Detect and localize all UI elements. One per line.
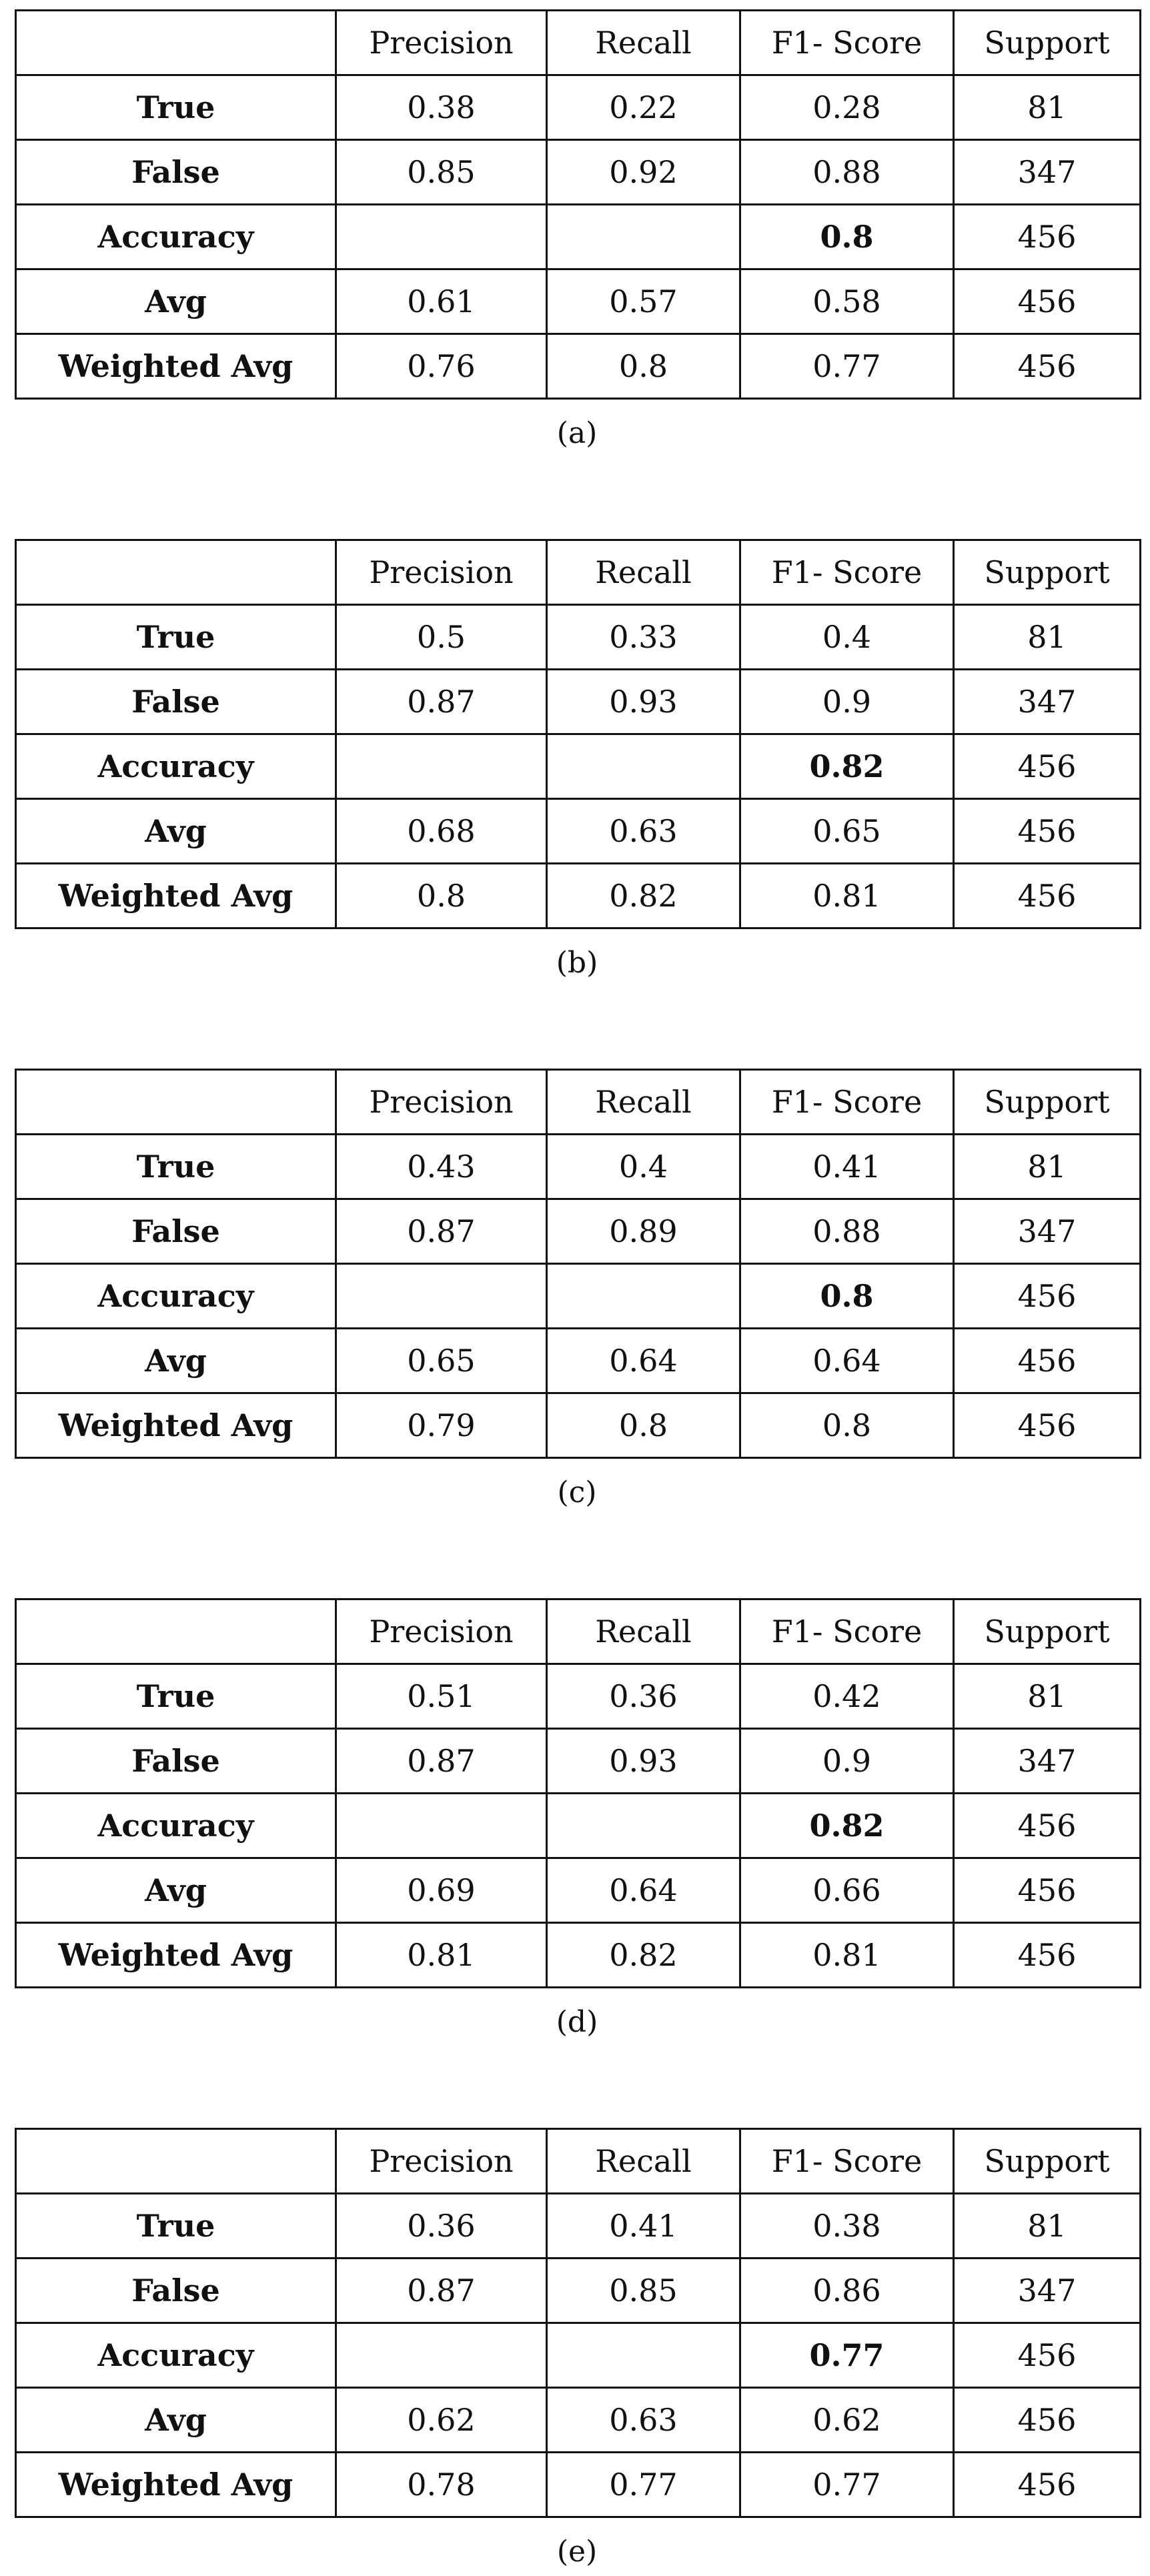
table-cell: 0.86 (740, 2259, 954, 2323)
table-row (16, 2194, 1141, 2259)
row-label: Weighted Avg (16, 864, 336, 928)
table-cell: 456 (954, 1393, 1141, 1458)
table-cell: 0.76 (336, 334, 547, 399)
metrics-table-block-c (15, 1069, 1139, 1509)
row-label: Avg (16, 2388, 336, 2453)
table-cell: 0.68 (336, 799, 547, 864)
table-row (16, 1923, 1141, 1988)
table-cell: 0.87 (336, 2259, 547, 2323)
table-cell: 0.38 (336, 75, 547, 140)
row-label: False (16, 1199, 336, 1264)
table-cell: 456 (954, 2453, 1141, 2517)
table-cell: 0.8 (547, 1393, 740, 1458)
table-cell: 456 (954, 799, 1141, 864)
table-cell: 0.81 (740, 1923, 954, 1988)
table-cell: 0.9 (740, 1729, 954, 1794)
column-header: F1- Score (740, 540, 954, 605)
table-cell: 456 (954, 1858, 1141, 1923)
row-label: False (16, 140, 336, 205)
row-label: Weighted Avg (16, 1393, 336, 1458)
column-header (16, 1599, 336, 1664)
table-cell: 0.81 (740, 864, 954, 928)
table-row (16, 670, 1141, 734)
table-cell: 0.5 (336, 605, 547, 670)
column-header: Precision (336, 540, 547, 605)
table-cell: 0.63 (547, 799, 740, 864)
table-cell: 0.22 (547, 75, 740, 140)
table-cell: 0.78 (336, 2453, 547, 2517)
table-cell: 0.93 (547, 1729, 740, 1794)
table-cell: 0.65 (740, 799, 954, 864)
table-row (16, 2388, 1141, 2453)
table-cell: 81 (954, 605, 1141, 670)
table-row (16, 140, 1141, 205)
row-label: Weighted Avg (16, 2453, 336, 2517)
row-label: Weighted Avg (16, 1923, 336, 1988)
table-cell: 0.28 (740, 75, 954, 140)
table-cell: 0.82 (740, 734, 954, 799)
row-label: Avg (16, 799, 336, 864)
table-row (16, 734, 1141, 799)
table-row (16, 2323, 1141, 2388)
table-cell: 0.33 (547, 605, 740, 670)
table-header-row (16, 1599, 1141, 1664)
table-cell: 0.63 (547, 2388, 740, 2453)
table-cell (336, 2323, 547, 2388)
table-cell: 0.8 (740, 1393, 954, 1458)
metrics-table (15, 2128, 1141, 2518)
column-header (16, 11, 336, 75)
row-label: Weighted Avg (16, 334, 336, 399)
column-header: F1- Score (740, 1599, 954, 1664)
table-row (16, 1729, 1141, 1794)
row-label: Accuracy (16, 1264, 336, 1329)
row-label: False (16, 2259, 336, 2323)
table-row (16, 75, 1141, 140)
table-header-row (16, 2129, 1141, 2194)
row-label: True (16, 75, 336, 140)
metrics-table-block-a (15, 9, 1139, 450)
table-row (16, 1858, 1141, 1923)
table-header-row (16, 11, 1141, 75)
metrics-table-block-b (15, 539, 1139, 980)
table-row (16, 1329, 1141, 1393)
column-header: Support (954, 2129, 1141, 2194)
column-header (16, 1070, 336, 1135)
metrics-table-block-e (15, 2128, 1139, 2569)
table-caption: (e) (556, 2535, 598, 2569)
table-cell: 81 (954, 75, 1141, 140)
table-cell: 81 (954, 2194, 1141, 2259)
row-label: Accuracy (16, 1794, 336, 1858)
table-cell: 456 (954, 2388, 1141, 2453)
table-cell: 0.64 (547, 1858, 740, 1923)
table-header-row (16, 1070, 1141, 1135)
column-header: Support (954, 11, 1141, 75)
table-cell: 0.66 (740, 1858, 954, 1923)
row-label: Accuracy (16, 205, 336, 269)
table-row (16, 269, 1141, 334)
table-cell (547, 205, 740, 269)
table-cell: 0.36 (336, 2194, 547, 2259)
table-cell (547, 2323, 740, 2388)
table-cell: 0.38 (740, 2194, 954, 2259)
table-row (16, 2453, 1141, 2517)
table-cell: 0.82 (547, 1923, 740, 1988)
column-header: Precision (336, 1599, 547, 1664)
table-cell: 0.64 (740, 1329, 954, 1393)
table-cell: 347 (954, 140, 1141, 205)
column-header: Recall (547, 2129, 740, 2194)
row-label: Accuracy (16, 734, 336, 799)
column-header: Precision (336, 1070, 547, 1135)
column-header: Precision (336, 2129, 547, 2194)
table-row (16, 1393, 1141, 1458)
table-cell: 456 (954, 205, 1141, 269)
table-cell: 81 (954, 1135, 1141, 1199)
table-cell: 0.88 (740, 1199, 954, 1264)
table-cell: 0.79 (336, 1393, 547, 1458)
table-cell: 0.77 (547, 2453, 740, 2517)
table-cell: 0.88 (740, 140, 954, 205)
table-cell: 0.62 (336, 2388, 547, 2453)
table-row (16, 1794, 1141, 1858)
table-cell: 0.85 (336, 140, 547, 205)
column-header (16, 540, 336, 605)
table-row (16, 864, 1141, 928)
table-cell: 456 (954, 1264, 1141, 1329)
table-row (16, 2259, 1141, 2323)
table-cell: 456 (954, 334, 1141, 399)
table-caption: (d) (556, 2005, 598, 2039)
table-cell (336, 1264, 547, 1329)
column-header: F1- Score (740, 2129, 954, 2194)
metrics-table (15, 539, 1141, 929)
table-cell: 0.82 (740, 1794, 954, 1858)
column-header: Support (954, 1599, 1141, 1664)
row-label: Accuracy (16, 2323, 336, 2388)
table-cell: 0.77 (740, 334, 954, 399)
metrics-table-block-d (15, 1598, 1139, 2039)
table-cell: 347 (954, 2259, 1141, 2323)
table-cell: 0.82 (547, 864, 740, 928)
row-label: Avg (16, 1329, 336, 1393)
column-header: Support (954, 1070, 1141, 1135)
row-label: True (16, 1664, 336, 1729)
table-cell: 0.36 (547, 1664, 740, 1729)
table-cell: 0.57 (547, 269, 740, 334)
column-header: F1- Score (740, 11, 954, 75)
metrics-table (15, 1598, 1141, 1988)
table-row (16, 1199, 1141, 1264)
column-header (16, 2129, 336, 2194)
table-caption: (c) (557, 1475, 597, 1509)
column-header: Precision (336, 11, 547, 75)
table-cell (336, 1794, 547, 1858)
table-cell: 0.42 (740, 1664, 954, 1729)
row-label: True (16, 2194, 336, 2259)
table-cell: 456 (954, 269, 1141, 334)
table-cell: 456 (954, 1329, 1141, 1393)
table-cell (336, 205, 547, 269)
table-caption: (b) (556, 946, 598, 980)
table-cell: 0.8 (740, 205, 954, 269)
row-label: True (16, 605, 336, 670)
table-cell: 0.41 (547, 2194, 740, 2259)
table-cell: 347 (954, 670, 1141, 734)
table-cell: 0.4 (547, 1135, 740, 1199)
table-row (16, 1264, 1141, 1329)
table-cell: 0.92 (547, 140, 740, 205)
table-cell: 0.51 (336, 1664, 547, 1729)
table-cell: 0.41 (740, 1135, 954, 1199)
table-cell: 456 (954, 734, 1141, 799)
column-header: Recall (547, 540, 740, 605)
table-cell: 347 (954, 1729, 1141, 1794)
row-label: Avg (16, 1858, 336, 1923)
table-cell: 0.89 (547, 1199, 740, 1264)
table-cell: 0.62 (740, 2388, 954, 2453)
table-cell: 456 (954, 2323, 1141, 2388)
table-cell (547, 1264, 740, 1329)
table-cell: 81 (954, 1664, 1141, 1729)
table-cell: 0.58 (740, 269, 954, 334)
table-cell: 0.87 (336, 670, 547, 734)
metrics-table (15, 1069, 1141, 1459)
row-label: True (16, 1135, 336, 1199)
table-cell: 0.69 (336, 1858, 547, 1923)
table-cell: 456 (954, 1794, 1141, 1858)
table-cell: 0.8 (547, 334, 740, 399)
table-row (16, 334, 1141, 399)
table-cell: 0.77 (740, 2323, 954, 2388)
column-header: Recall (547, 1070, 740, 1135)
table-cell: 0.8 (336, 864, 547, 928)
table-caption: (a) (556, 416, 598, 450)
table-cell: 0.87 (336, 1199, 547, 1264)
table-row (16, 205, 1141, 269)
table-cell (336, 734, 547, 799)
metrics-table (15, 9, 1141, 400)
row-label: False (16, 670, 336, 734)
table-cell: 456 (954, 864, 1141, 928)
table-cell: 0.4 (740, 605, 954, 670)
table-cell: 347 (954, 1199, 1141, 1264)
table-cell: 0.43 (336, 1135, 547, 1199)
table-row (16, 799, 1141, 864)
table-cell: 0.61 (336, 269, 547, 334)
table-cell: 0.87 (336, 1729, 547, 1794)
column-header: Recall (547, 1599, 740, 1664)
table-cell: 0.85 (547, 2259, 740, 2323)
table-cell: 0.8 (740, 1264, 954, 1329)
column-header: Support (954, 540, 1141, 605)
column-header: Recall (547, 11, 740, 75)
table-cell (547, 734, 740, 799)
table-row (16, 605, 1141, 670)
table-row (16, 1664, 1141, 1729)
table-cell: 0.65 (336, 1329, 547, 1393)
table-cell (547, 1794, 740, 1858)
table-cell: 0.81 (336, 1923, 547, 1988)
row-label: Avg (16, 269, 336, 334)
table-row (16, 1135, 1141, 1199)
table-cell: 0.77 (740, 2453, 954, 2517)
table-cell: 0.9 (740, 670, 954, 734)
row-label: False (16, 1729, 336, 1794)
table-header-row (16, 540, 1141, 605)
table-cell: 0.93 (547, 670, 740, 734)
table-cell: 456 (954, 1923, 1141, 1988)
column-header: F1- Score (740, 1070, 954, 1135)
table-cell: 0.64 (547, 1329, 740, 1393)
